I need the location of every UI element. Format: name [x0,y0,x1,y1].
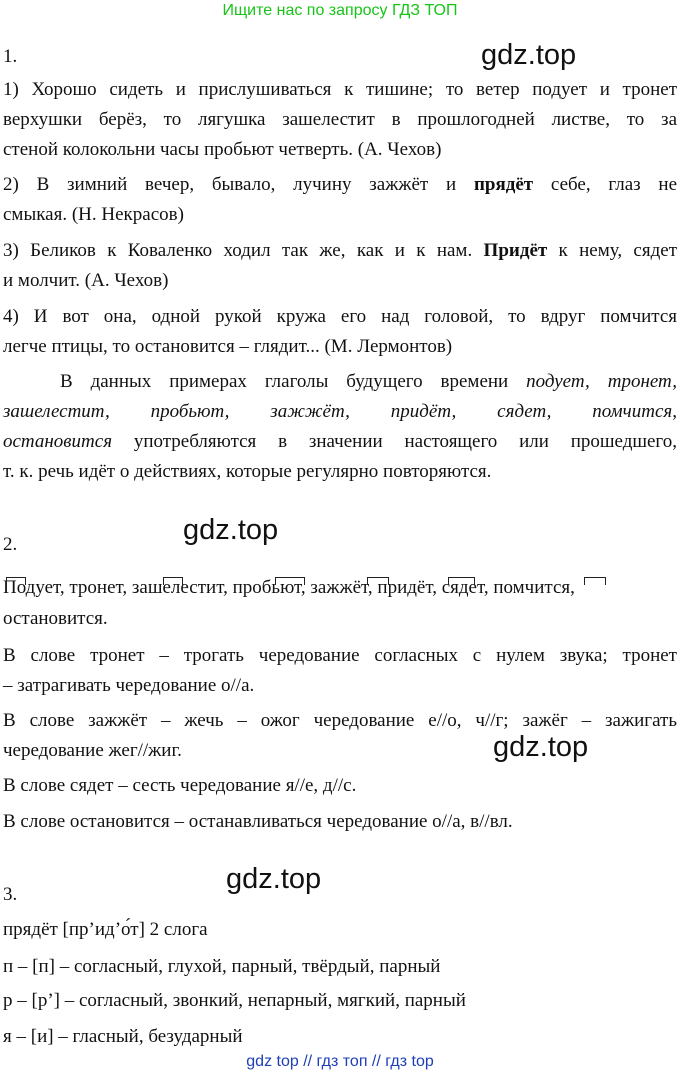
paragraph-line: В слове тронет – трогать чередование согласных с нулем звука; тронет [3,645,677,666]
example-1-line: верхушки берёз, то лягушка зашелестит в прошлогодней листве, то за [3,109,677,130]
example-4-line: легче птицы, то остановится – глядит... (М. Лермонтов) [3,336,453,357]
example-2-line: смыкая. (Н. Некрасов) [3,204,184,225]
words-text: Подует, тронет, зашелестит, пробьют, зажжёт, придёт, сядет, помчится, [3,577,575,598]
paragraph-line: В слове сядет – сесть чередование я//е, д//с. [3,775,357,796]
verb-list: остановится [3,431,113,452]
words-line [3,575,677,601]
prefix-mark [163,577,183,585]
phonetic-line: прядёт [пр’ид’о́т] 2 слога [3,919,208,940]
prefix-mark [367,577,389,585]
verb-list: подует, тронет, [526,371,677,392]
explanation-line: т. к. речь идёт о действиях, которые регулярно повторяются. [3,461,492,482]
example-text: 2) В зимний вечер, бывало, лучину зажжёт и [3,174,474,195]
section-number: 1. [3,46,18,67]
bottom-banner[interactable]: gdz top // гдз топ // гдз top [246,1053,434,1070]
watermark: gdz.top [493,731,589,763]
example-text: себе, глаз не [533,174,678,195]
section-number: 3. [3,884,18,905]
prefix-mark [275,577,305,585]
example-1-line: 1) Хорошо сидеть и прислушиваться к тишине; то ветер подует и тронет [3,79,677,100]
example-3-line [3,238,677,264]
example-1-line: стеной колокольни часы пробьют четверть. (А. Чехов) [3,139,442,160]
words-line: остановится. [3,608,108,629]
example-2-line [3,172,677,198]
watermark: gdz.top [226,863,322,895]
prefix-mark [584,577,606,585]
watermark: gdz.top [183,514,279,546]
explanation-text: употребляются в значении настоящего или прошедшего, [112,431,677,452]
phonetic-line: п – [п] – согласный, глухой, парный, твёрдый, парный [3,956,441,977]
example-3-line: и молчит. (А. Чехов) [3,270,169,291]
top-banner[interactable]: Ищите нас по запросу ГДЗ ТОП [222,2,458,19]
prefix-mark [6,577,26,585]
paragraph-line: – затрагивать чередование о//а. [3,675,255,696]
bold-word: Придёт [483,240,548,261]
paragraph-line: В слове остановится – останавливаться чередование о//а, в//вл. [3,811,513,832]
explanation-line [3,429,677,455]
phonetic-line: я – [и] – гласный, безударный [3,1026,243,1047]
section-number: 2. [3,534,18,555]
paragraph-line: чередование жег//жиг. [3,740,182,761]
explanation-line: зашелестит, пробьют, зажжёт, придёт, сядет, помчится, [3,401,677,422]
watermark: gdz.top [481,39,577,71]
bold-word: прядёт [473,174,534,195]
prefix-mark [448,577,475,585]
example-text: 3) Беликов к Коваленко ходил так же, как и к нам. [3,240,484,261]
explanation-text: В данных примерах глаголы будущего времени [60,371,527,392]
example-text: к нему, сядет [547,240,677,261]
explanation-line [60,369,677,395]
phonetic-line: р – [р’] – согласный, звонкий, непарный, мягкий, парный [3,990,466,1011]
paragraph-line: В слове зажжёт – жечь – ожог чередование е//о, ч//г; зажёг – зажигать [3,710,677,731]
example-4-line: 4) И вот она, одной рукой кружа его над головой, то вдруг помчится [3,306,677,327]
